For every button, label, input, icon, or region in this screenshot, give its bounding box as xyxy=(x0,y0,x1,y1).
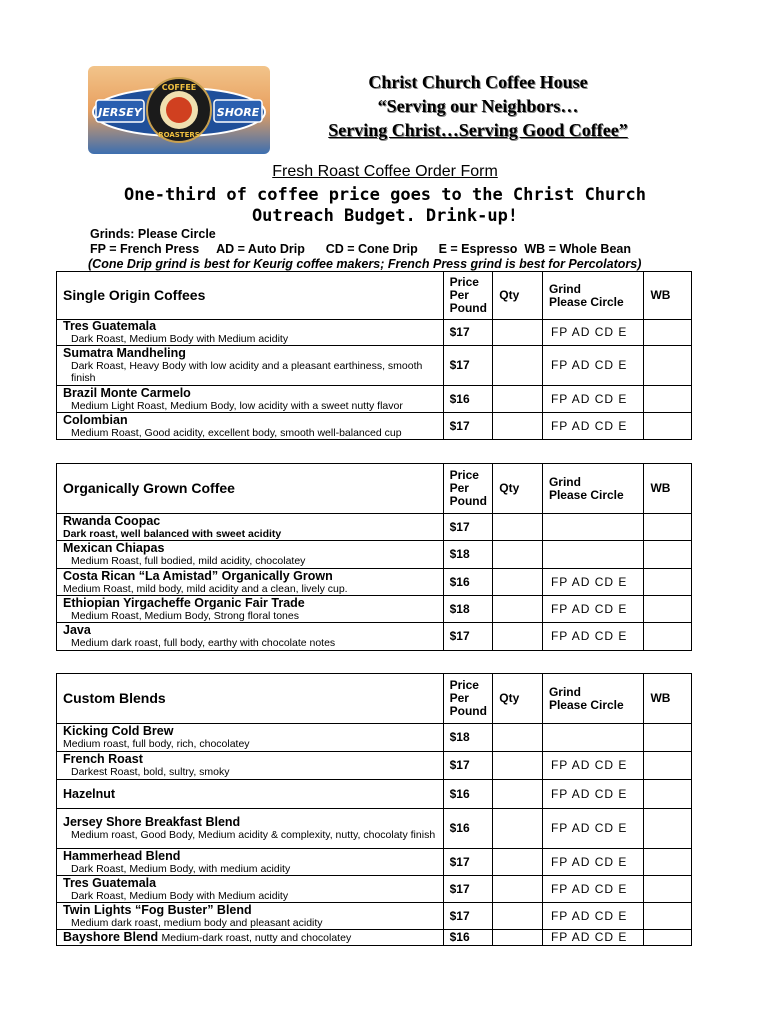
table-row xyxy=(57,809,692,849)
wb-cell[interactable] xyxy=(644,623,692,651)
coffee-price: $17 xyxy=(443,346,493,386)
jersey-shore-coffee-roasters-logo xyxy=(88,66,270,154)
qty-cell[interactable] xyxy=(493,596,543,623)
wb-header: WB xyxy=(644,272,692,320)
wb-cell[interactable] xyxy=(644,346,692,386)
logo-text-left: JERSEY xyxy=(98,106,142,119)
wb-cell[interactable] xyxy=(644,930,692,946)
table-header-row xyxy=(57,272,692,320)
qty-cell[interactable] xyxy=(493,541,543,569)
table-row xyxy=(57,386,692,413)
coffee-price: $16 xyxy=(443,809,493,849)
grind-options[interactable]: FP AD CD E xyxy=(542,780,644,809)
qty-cell[interactable] xyxy=(493,346,543,386)
grinds-key: FP = French Press AD = Auto Drip CD = Cone Drip E = Espresso WB = Whole Bean xyxy=(90,242,631,256)
table-row xyxy=(57,346,692,386)
wb-cell[interactable] xyxy=(644,849,692,876)
banner-line-1: One-third of coffee price goes to the Christ Church xyxy=(124,185,646,205)
grind-options[interactable] xyxy=(542,724,644,752)
coffee-price: $17 xyxy=(443,752,493,780)
title-line-2: “Serving our Neighbors… xyxy=(377,96,579,116)
wb-cell[interactable] xyxy=(644,780,692,809)
outreach-banner xyxy=(0,185,770,227)
qty-cell[interactable] xyxy=(493,930,543,946)
grind-options[interactable]: FP AD CD E xyxy=(542,569,644,596)
price-header: Price Per Pound xyxy=(443,272,493,320)
coffee-description: Medium Roast, Medium Body, Strong floral tones xyxy=(71,609,299,622)
table-row xyxy=(57,569,692,596)
coffee-price: $17 xyxy=(443,876,493,903)
qty-cell[interactable] xyxy=(493,724,543,752)
grind-options[interactable]: FP AD CD E xyxy=(542,623,644,651)
title-line-3: Serving Christ…Serving Good Coffee” xyxy=(328,120,628,140)
coffee-description: Medium dark roast, full body, earthy with chocolate notes xyxy=(71,637,336,649)
coffee-description: Medium roast, full body, rich, chocolatey xyxy=(63,738,250,750)
qty-cell[interactable] xyxy=(493,413,543,440)
coffee-price: $17 xyxy=(443,623,493,651)
organic-table xyxy=(56,463,692,651)
qty-header: Qty xyxy=(493,464,543,514)
coffee-name: Tres Guatemala xyxy=(63,319,157,333)
wb-header: WB xyxy=(644,674,692,724)
logo-text-bottom: ROASTERS xyxy=(158,131,200,139)
single-origin-table xyxy=(56,271,692,440)
table-row xyxy=(57,596,692,623)
coffee-name: Colombian xyxy=(63,412,128,427)
section-title: Single Origin Coffees xyxy=(57,272,444,320)
table-row xyxy=(57,514,692,541)
wb-cell[interactable] xyxy=(644,541,692,569)
coffee-name: Brazil Monte Carmelo xyxy=(63,385,191,400)
coffee-price: $18 xyxy=(443,541,493,569)
coffee-name: Hazelnut xyxy=(63,786,116,801)
wb-cell[interactable] xyxy=(644,876,692,903)
qty-cell[interactable] xyxy=(493,569,543,596)
table-row xyxy=(57,849,692,876)
coffee-description: Medium-dark roast, nutty and chocolatey xyxy=(161,931,352,944)
coffee-price: $18 xyxy=(443,596,493,623)
qty-header: Qty xyxy=(493,674,543,724)
table-row xyxy=(57,876,692,903)
custom-blends-table xyxy=(56,673,692,946)
grinds-note: (Cone Drip grind is best for Keurig coffee makers; French Press grind is best for Percolators) xyxy=(88,257,642,271)
coffee-price: $16 xyxy=(443,930,493,946)
table-header-row xyxy=(57,674,692,724)
coffee-name: Rwanda Coopac xyxy=(63,513,161,528)
qty-cell[interactable] xyxy=(493,752,543,780)
coffee-name: Jersey Shore Breakfast Blend xyxy=(63,815,241,829)
table-row xyxy=(57,413,692,440)
coffee-description: Dark Roast, Medium Body with Medium acidity xyxy=(71,889,289,902)
logo-text-right: SHORE xyxy=(216,106,260,119)
coffee-name: Ethiopian Yirgacheffe Organic Fair Trade xyxy=(63,595,305,610)
coffee-name: Hammerhead Blend xyxy=(63,848,181,863)
wb-cell[interactable] xyxy=(644,809,692,849)
wb-cell[interactable] xyxy=(644,569,692,596)
banner-line-2: Outreach Budget. Drink-up! xyxy=(251,206,519,226)
coffee-price: $17 xyxy=(443,849,493,876)
qty-cell[interactable] xyxy=(493,320,543,346)
wb-cell[interactable] xyxy=(644,903,692,930)
grind-options[interactable]: FP AD CD E xyxy=(542,809,644,849)
coffee-description: Medium Light Roast, Medium Body, low acidity with a sweet nutty flavor xyxy=(71,399,403,412)
grind-header: Grind Please Circle xyxy=(542,464,644,514)
coffee-description: Medium Roast, mild body, mild acidity and a clean, lively cup. xyxy=(63,582,348,595)
coffee-name: Kicking Cold Brew xyxy=(63,724,174,738)
qty-header: Qty xyxy=(493,272,543,320)
section-title: Organically Grown Coffee xyxy=(57,464,444,514)
table-header-row xyxy=(57,464,692,514)
coffee-description: Dark roast, well balanced with sweet acidity xyxy=(63,527,282,540)
coffee-description: Dark Roast, Medium Body with Medium acidity xyxy=(71,333,289,345)
table-row xyxy=(57,752,692,780)
qty-cell[interactable] xyxy=(493,780,543,809)
table-row xyxy=(57,320,692,346)
grind-options[interactable] xyxy=(542,541,644,569)
wb-cell[interactable] xyxy=(644,724,692,752)
coffee-description: Darkest Roast, bold, sultry, smoky xyxy=(71,766,230,778)
church-title-block xyxy=(298,70,658,142)
grind-options[interactable]: FP AD CD E xyxy=(542,320,644,346)
grind-options[interactable]: FP AD CD E xyxy=(542,930,644,946)
table-row xyxy=(57,930,692,946)
qty-cell[interactable] xyxy=(493,849,543,876)
coffee-name: Bayshore Blend xyxy=(63,929,159,944)
coffee-description: Dark Roast, Heavy Body with low acidity and a pleasant earthiness, smooth finish xyxy=(71,360,423,384)
qty-cell[interactable] xyxy=(493,876,543,903)
grind-options[interactable]: FP AD CD E xyxy=(542,346,644,386)
form-title: Fresh Roast Coffee Order Form xyxy=(272,163,498,180)
coffee-price: $16 xyxy=(443,386,493,413)
grind-options[interactable]: FP AD CD E xyxy=(542,413,644,440)
grind-options[interactable]: FP AD CD E xyxy=(542,386,644,413)
grind-options[interactable] xyxy=(542,514,644,541)
qty-cell[interactable] xyxy=(493,809,543,849)
coffee-name: Tres Guatemala xyxy=(63,875,157,890)
qty-cell[interactable] xyxy=(493,386,543,413)
section-title: Custom Blends xyxy=(57,674,444,724)
coffee-description: Medium Roast, Good acidity, excellent body, smooth well-balanced cup xyxy=(71,426,402,439)
coffee-name: Sumatra Mandheling xyxy=(63,346,186,360)
coffee-price: $17 xyxy=(443,514,493,541)
coffee-price: $17 xyxy=(443,903,493,930)
wb-header: WB xyxy=(644,464,692,514)
grind-header: Grind Please Circle xyxy=(542,674,644,724)
coffee-price: $17 xyxy=(443,320,493,346)
coffee-name: Mexican Chiapas xyxy=(63,541,165,555)
title-line-1: Christ Church Coffee House xyxy=(368,72,588,92)
grind-options[interactable]: FP AD CD E xyxy=(542,752,644,780)
coffee-description: Dark Roast, Medium Body, with medium acidity xyxy=(71,862,291,875)
grinds-heading: Grinds: Please Circle xyxy=(90,227,216,241)
qty-cell[interactable] xyxy=(493,903,543,930)
wb-cell[interactable] xyxy=(644,413,692,440)
coffee-price: $16 xyxy=(443,780,493,809)
coffee-name: Costa Rican “La Amistad” Organically Grown xyxy=(63,568,333,583)
table-row xyxy=(57,623,692,651)
grinds-legend xyxy=(90,227,641,272)
wb-cell[interactable] xyxy=(644,514,692,541)
grind-header: Grind Please Circle xyxy=(542,272,644,320)
logo-text-top: COFFEE xyxy=(161,83,197,92)
table-row xyxy=(57,903,692,930)
coffee-price: $18 xyxy=(443,724,493,752)
wb-cell[interactable] xyxy=(644,596,692,623)
grind-options[interactable]: FP AD CD E xyxy=(542,876,644,903)
coffee-name: French Roast xyxy=(63,752,143,766)
grind-options[interactable]: FP AD CD E xyxy=(542,849,644,876)
price-header: Price Per Pound xyxy=(443,674,493,724)
price-header: Price Per Pound xyxy=(443,464,493,514)
table-row xyxy=(57,541,692,569)
grind-options[interactable]: FP AD CD E xyxy=(542,596,644,623)
qty-cell[interactable] xyxy=(493,623,543,651)
table-row xyxy=(57,780,692,809)
qty-cell[interactable] xyxy=(493,514,543,541)
coffee-name: Java xyxy=(63,623,91,637)
coffee-description: Medium dark roast, medium body and pleasant acidity xyxy=(71,916,323,929)
coffee-description: Medium Roast, full bodied, mild acidity, chocolatey xyxy=(71,555,306,567)
coffee-name: Twin Lights “Fog Buster” Blend xyxy=(63,902,252,917)
grind-options[interactable]: FP AD CD E xyxy=(542,903,644,930)
wb-cell[interactable] xyxy=(644,752,692,780)
coffee-price: $16 xyxy=(443,569,493,596)
wb-cell[interactable] xyxy=(644,320,692,346)
table-row xyxy=(57,724,692,752)
wb-cell[interactable] xyxy=(644,386,692,413)
coffee-description: Medium roast, Good Body, Medium acidity & complexity, nutty, chocolaty finish xyxy=(71,829,436,841)
coffee-price: $17 xyxy=(443,413,493,440)
